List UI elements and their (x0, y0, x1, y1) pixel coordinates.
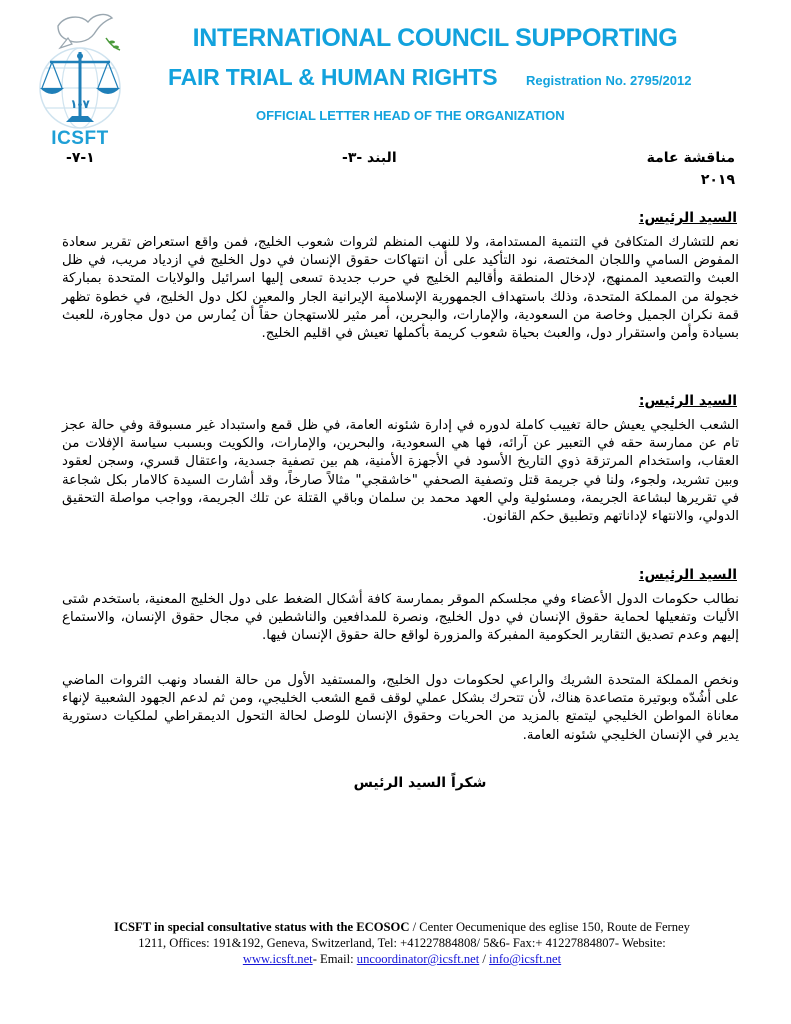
org-name-line2: FAIR TRIAL & HUMAN RIGHTS (168, 64, 498, 90)
section-heading: السيد الرئيس: (638, 393, 737, 409)
org-name-line1: INTERNATIONAL COUNCIL SUPPORTING (192, 24, 678, 52)
section-paragraph: نطالب حكومات الدول الأعضاء وفي مجلسكم الموقر بممارسة كافة أشكال الضغط على دول الخليج المعنية، باستخدم شتى الأليات وتفعيلها لحماية حقوق الإنسان في دول الخليج، ونصرة للمدافعين والناشطين في مجال حقوق الإنسان، والاستماع إليهم وعدم تصديق التقارير الحكومية المفبركة والمزورة لواقع حالة حقوق الإنسان فيها. (62, 592, 739, 644)
email-link-info[interactable]: info@icsft.net (489, 952, 562, 966)
meta-reference: ١-٧- (66, 150, 95, 166)
footer-line2: 1211, Offices: 191&192, Geneva, Switzerland, Tel: +41227884808/ 5&6- Fax:+ 41227884807- Website: (138, 936, 666, 950)
footer-address: / Center Oecumenique des eglise 150, Route de Ferney (409, 920, 690, 934)
email-link-uncoordinator[interactable]: uncoordinator@icsft.net (356, 952, 480, 966)
meta-agenda-item: البند -٣- (342, 150, 397, 166)
closing-line: شكراً السيد الرئيس (353, 775, 487, 791)
section-paragraph: ونخص المملكة المتحدة الشريك والراعي لحكومات دول الخليج، والمستفيد الأول من حالة الفساد ونهب الثروات الماضي على أشُدّه وبوتيرة متصاعدة هناك، لأن تتحرك بشكل عملي لوقف قمع الشعب الخليجي، ومن ثم لدعم الجهود الشعبية لإنهاء معاناة المواطن الخليجي ليتمتع بالمزيد من الحريات وحقوق الإنسان للوصل لحالة التحول الديمقراطي لملكيات دستورية يدير في الإنسان الخليجي شئونه العامة. (62, 673, 739, 743)
official-letterhead-label: OFFICIAL LETTER HEAD OF THE ORGANIZATION (256, 108, 565, 123)
footer-line1 (62, 920, 742, 935)
footer-separator: / (479, 952, 490, 966)
scales-of-justice-icon (28, 8, 148, 136)
meta-topic: مناقشة عامة (646, 150, 735, 166)
website-link[interactable]: www.icsft.net (242, 952, 313, 966)
logo-text: ICSFT (51, 128, 109, 149)
registration-number: Registration No. 2795/2012 (526, 73, 692, 88)
svg-text:٧-١: ٧-١ (70, 97, 90, 111)
section-paragraph: نعم للتشارك المتكافئ في التنمية المستدامة، ولا للنهب المنظم لثروات شعوب الخليج، فمن واقع استعراض تقرير سعادة المفوض السامي واللجان المختصة، نود التأكيد على أن انتهاكات حقوق الإنسان في دول الخليج في ازدياد مريب، في ظل العبث والتصعيد الممنهج، لإدخال المنطقة وأقاليم الخليج في حرب جديدة تسعى إليها اسرائيل والولايات المتحدة بمباركة خجولة من المملكة المتحدة، وذلك باستهداف الجمهورية الإسلامية الإيرانية الجار والمعين لكل دول الخليج، في خطوة تظهر قمة نكران الجميل وخاصة من السعودية، والإمارات، والبحرين، أمر مثير للاستهجان حقاً أن يُمارس من دول مجاورة، للعبث بسيادة وأمن واستقرار دول، والعبث بحياة شعوب كريمة بأكملها تعيش في اقليم الخليج. (62, 235, 739, 342)
section-heading: السيد الرئيس: (638, 210, 737, 226)
footer-email-label: - Email: (312, 952, 357, 966)
section-paragraph: الشعب الخليجي يعيش حالة تغييب كاملة لدوره في إدارة شئونه العامة، في ظل قمع واستبداد غير مسبوقة وفي حالة عجز تام عن ممارسة حقه في التعبير عن آرائه، فها هي السعودية، والبحرين، والإمارات، والكويت وبسبب سياسة الإفلات من العقاب، واستخدام المرتزقة ذوي التاريخ الأسود في الأجهزة الأمنية، هم بين تصفية جسدية، واعتقال قسري، وسجن لعقود وبين تشريد، ولجوء، ولنا في جريمة قتل وتصفية الصحفي "خاشقجي" مثالاً صارخاً، وقد أشارت السيدة كالامار بكل شجاعة في تقريرها لبشاعة الجريمة، ومسئولية ولي العهد محمد بن سلمان وباقي القتلة عن تلك الجريمة، وواجب مواصلة التحقيق الدولي، والانتهاء لإداناتهم وتطبيق حكم القانون. (62, 418, 739, 525)
meta-year: ٢٠١٩ (700, 172, 735, 188)
footer-line3 (62, 952, 742, 967)
footer-org-status: ICSFT in special consultative status with the ECOSOC (114, 920, 410, 934)
section-heading: السيد الرئيس: (638, 567, 737, 583)
organization-logo (28, 8, 148, 138)
